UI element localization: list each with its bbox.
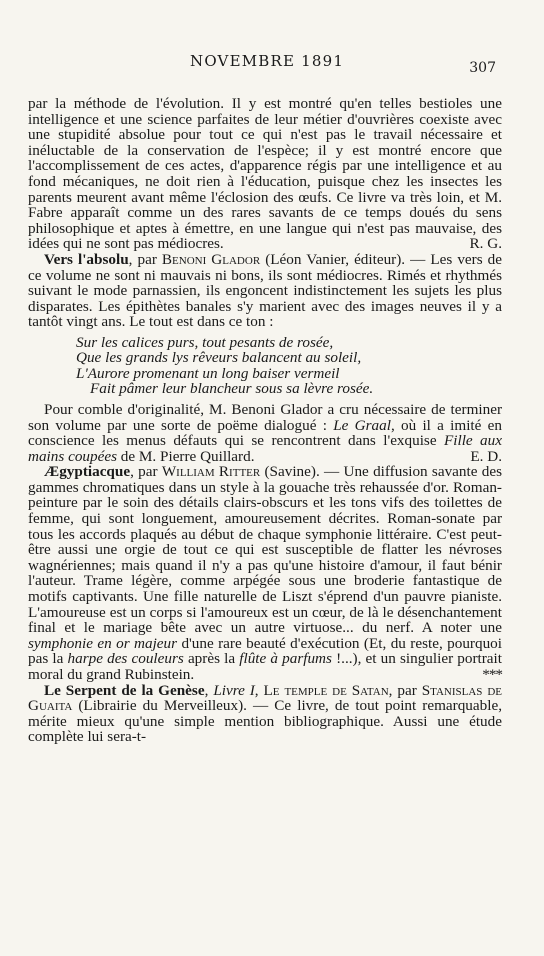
entry-text: — Les vers de ce volume ne sont ni mauvais ni bons, ils sont médiocres. Rimés et rhythmés suivant le mode parnassien, ils engoncent indistinctement les sujets les plus disparates. Les épithètes banales s'y marient avec des images neuves il y a tantôt vingt ans. Le tout est dans ce ton : [28,250,502,331]
entry-author: William Ritter [161,463,261,481]
entry-author: Benoni Glador [161,250,261,268]
book-number: Livre I [213,681,255,699]
verse-quote [76,335,502,397]
entry-title: Ægyptiacque [44,463,131,481]
entry-text: — Ce livre, de tout point remarquable, mérite mieux qu'une simple mention bibliographique. Aussi une étude complète lui sera-t- [28,697,502,746]
intro-signature: R. G. [469,235,502,253]
review-serpent-genese: Le Serpent de la Genèse, Livre I, Le temple de Satan, par Stanislas de Guaita (Librairie du Merveilleux). — Ce livre, de tout point remarquable, mérite mieux qu'une simple mention bibliographique. Aussi une étude complète lui sera-t- [28,681,503,746]
entry-publisher: (Léon Vanier, éditeur). [260,250,406,268]
page-number: 307 [469,60,496,76]
intro-text: par la méthode de l'évolution. Il y est montré qu'en telles bestioles une intelligence et une science parfaites de leur métier d'ouvrières coexiste avec une stupidité absolue pour tout ce qui n'est pas le travail nécessaire et inéluctable de la conservation de l'espèce; il y est montré encore que l'accomplissement de ces actes, d'apparence régis par une intelligence et au fond mécaniques, ne doit rien à l'éducation, puisque chez les insectes les parents meurent avant même l'éclosion des œufs. Ce livre va très loin, et M. Fabre apparaît comme un des rares savants de ce temps doués du sens philosophique et aptes à émettre, en une langue qui n'est pas mauvaise, des idées qui ne sont pas médiocres. [28,95,502,253]
entry-signature: *** [482,666,502,683]
verse-line: Que les grands lys rêveurs balancent au soleil, [76,349,362,367]
entry-publisher: (Librairie du Merveilleux). [72,697,247,715]
work-title: Le Graal [333,416,391,434]
verse-line: Fait pâmer leur blancheur sous sa lèvre rosée. [90,380,374,398]
verse-line: L'Aurore promenant un long baiser vermeil [76,364,340,382]
running-head [0,52,544,74]
entry-signature: E. D. [470,447,502,465]
entry-author: Stanislas de Guaita [28,681,503,715]
page-header-title: NOVEMBRE 1891 [190,52,345,70]
entry-publisher: (Savine). [260,463,320,481]
work-title: Fille aux mains coupées [28,432,502,465]
verse-line: Sur les calices purs, tout pesants de rosée, [76,333,334,351]
entry-subtitle: Le temple de Satan [263,681,389,699]
entry-title: Le Serpent de la Genèse [44,681,205,699]
review-vers-absolu: Vers l'absolu, par Benoni Glador (Léon Vanier, éditeur). — Les vers de ce volume ne sont ni mauvais ni bons, ils sont médiocres. Rimés et rhythmés suivant le mode parnassien, ils engoncent indistinctement les sujets les plus disparates. Les épithètes banales s'y marient avec des images neuves il y a tantôt vingt ans. Le tout est dans ce ton : [28,250,502,331]
body-text [28,96,502,745]
intro-paragraph [28,96,502,252]
review-vers-absolu-conclusion: Pour comble d'originalité, M. Benoni Glador a cru nécessaire de terminer son volume par une sorte de poëme dialogué : Le Graal, où il a imité en conscience les menus défauts qui se rencontrent dans l'exquise Fille aux mains coupées de M. Pierre Quillard. E. D. [28,400,502,465]
review-aegyptiacque: Ægyptiacque, par William Ritter (Savine). — Une diffusion savante des gammes chromatiques dans un style à la gouache très rehaussée d'or. Roman-peinture par le soin des détails clairs-obscurs et les tons vifs des toilettes de femme, qui sont longuement, amoureusement décrites. Roman-sonate par tous les accords plaqués au début de chaque symphonie littéraire. C'est peut-être aussi une orgie de tout ce qui est susceptible de flatter les névroses wagnériennes; mais quand il n'y a pas qu'une histoire d'amour, il faut bénir l'auteur. Trame légère, comme arpégée sous une broderie fantastique de motifs captivants. Une fille naturelle de Liszt s'éprend d'un pauvre pianiste. L'amoureuse est un corps si l'amoureux est un cœur, de là le désenchantement final et le mariage bête avec un autre virtuose... du nerf. A noter une symphonie en or majeur d'une rare beauté d'exécution (Et, du reste, pourquoi pas la harpe des couleurs après la flûte à parfums !...), et un singulier portrait moral du grand Rubinstein. *** [28,463,502,683]
entry-title: Vers l'absolu [44,250,129,268]
